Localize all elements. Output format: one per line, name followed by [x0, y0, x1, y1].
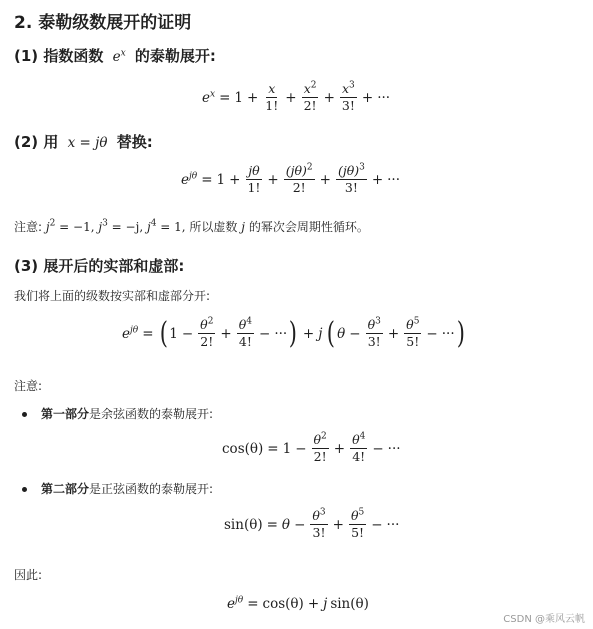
note-imaginary-powers: 注意: $j^2 = -1$, $j^3 = -j$, $j^4 = 1$, 所以虚数 j 的幂次会周期性循环。	[14, 218, 369, 234]
section1-heading	[14, 45, 216, 66]
section1-var: $e^x$	[112, 48, 126, 65]
section3-heading: (3) 展开后的实部和虚部:	[14, 257, 185, 275]
fraction: $\frac{x}{1!}$	[265, 81, 279, 113]
equation-sin-series: sin(θ) = θ − $\frac{\theta^3}{3!}$ + $\frac{\theta^5}{5!}$ − ···	[224, 507, 400, 540]
equation-cos-series: cos(θ) = 1 − $\frac{\theta^2}{2!}$ + $\frac{\theta^4}{4!}$ − ···	[222, 431, 401, 464]
equation-euler-formula: $e^{j\theta}$ = cos(θ) + j sin(θ)	[227, 595, 369, 612]
equation-real-imag-split: $e^{j\theta}$ = ( 1 − $\frac{\theta^2}{2!}$ + $\frac{\theta^4}{4!}$ − ··· ) + j ( θ − $\frac{\theta^3}{3!}$ + $\frac{\theta^5}{5!}$ − ··· )	[122, 315, 465, 351]
paragraph-therefore: 因此:	[14, 568, 43, 582]
section1-prefix: (1) 指数函数	[14, 47, 104, 65]
fraction: $\frac{x^3}{3!}$	[341, 80, 355, 113]
watermark: CSDN @乘风云帆	[503, 614, 585, 625]
section1-suffix: 的泰勒展开:	[134, 47, 216, 65]
equation-exp-jtheta-series: $e^{j\theta}$ = 1 + $\frac{j\theta}{1!}$ + $\frac{(j\theta)^2}{2!}$ + $\frac{(j\theta)^3}{3!}$ + ···	[181, 162, 401, 195]
paragraph-split-real-imag: 我们将上面的级数按实部和虚部分开:	[14, 289, 211, 303]
note-label: 注意:	[14, 379, 43, 393]
section2-heading: (2) 用 x = jθ 替换:	[14, 133, 153, 151]
list-item-cos: 第一部分是余弦函数的泰勒展开:	[22, 405, 213, 422]
bullet-dot	[22, 487, 27, 492]
page-title: 2. 泰勒级数展开的证明	[14, 13, 192, 33]
fraction: $\frac{x^2}{2!}$	[303, 80, 317, 113]
list-item-sin: 第二部分是正弦函数的泰勒展开:	[22, 480, 213, 497]
bullet-dot	[22, 412, 27, 417]
equation-exp-series: $e^x$ = 1 + $\frac{x}{1!}$ + $\frac{x^2}{2!}$ + $\frac{x^3}{3!}$ + ···	[202, 80, 391, 113]
